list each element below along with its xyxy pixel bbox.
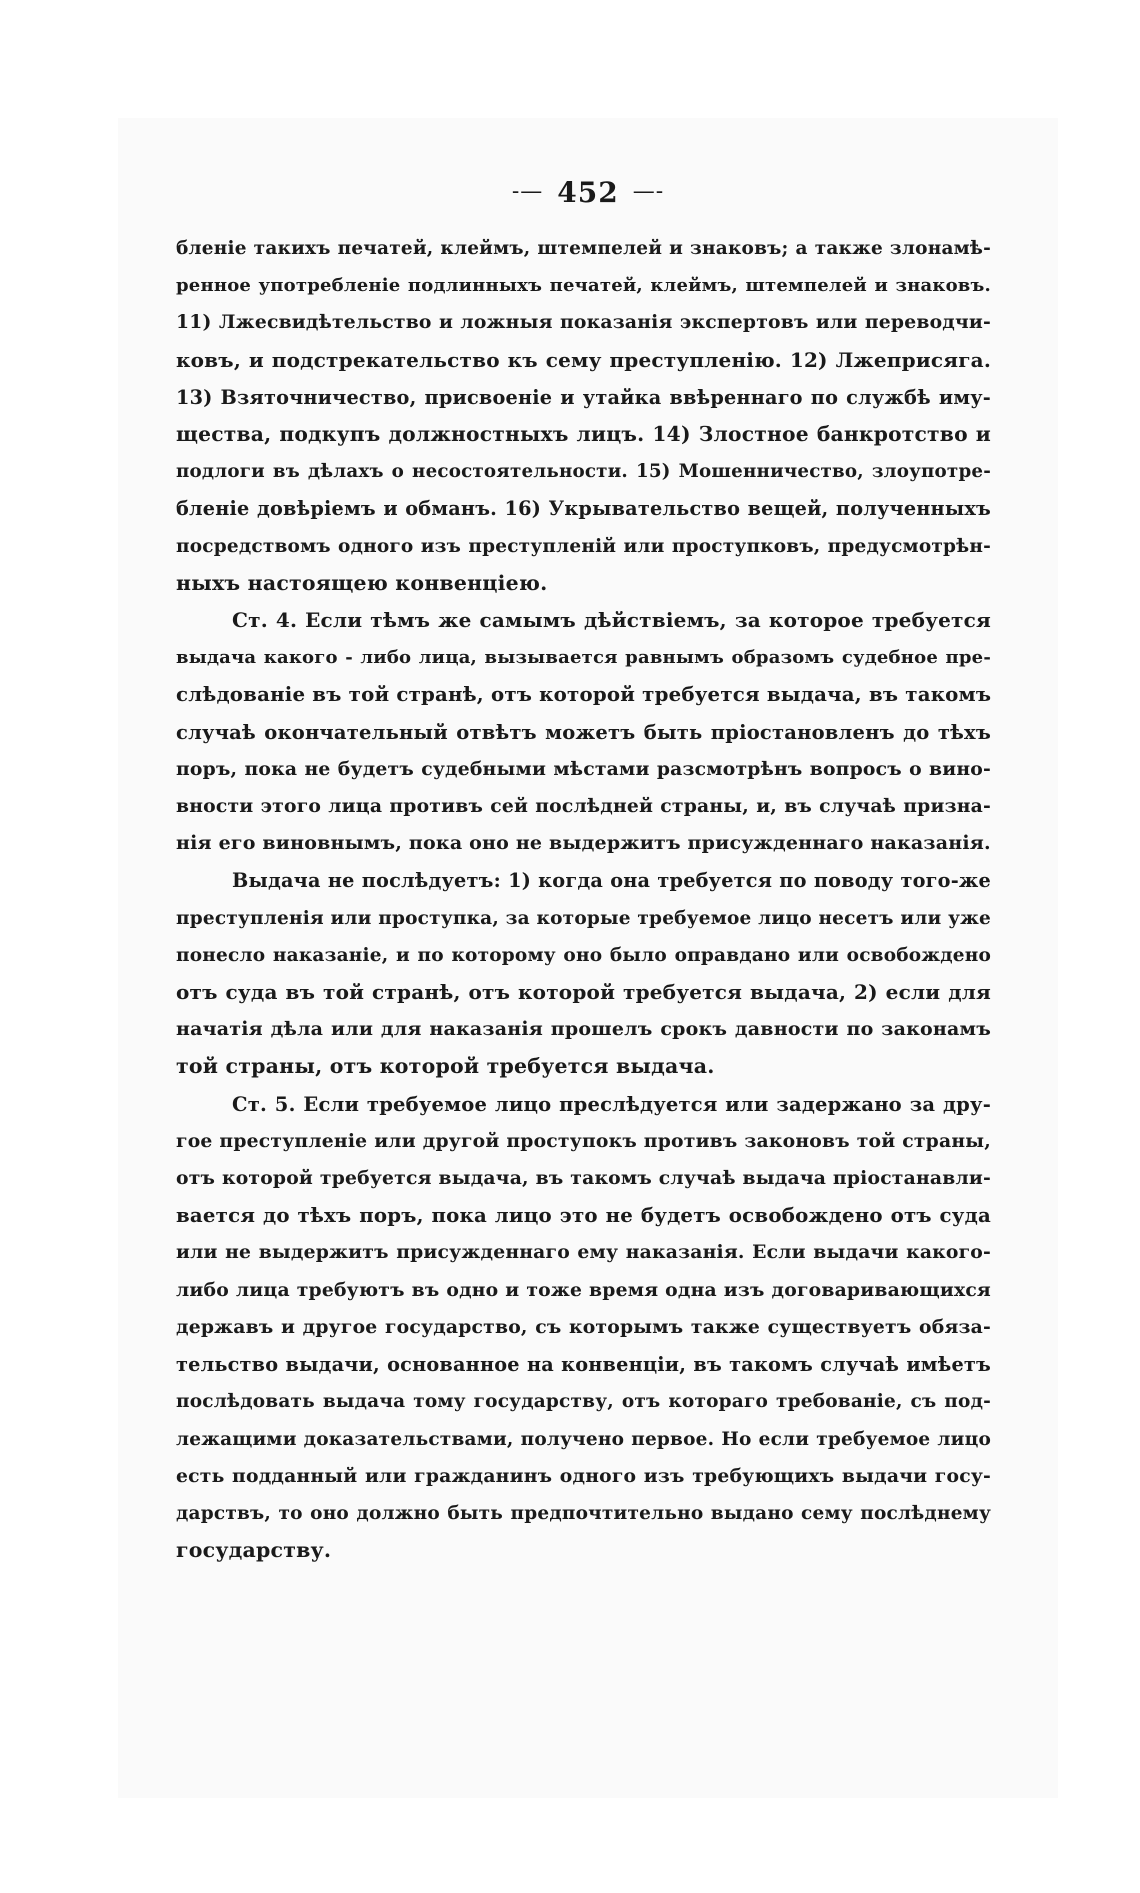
text-line: поръ, пока не будетъ судебными мѣстами разсмотрѣнъ вопросъ о вино- (176, 757, 991, 780)
text-line: отъ суда въ той странѣ, отъ которой требуется выдача, 2) если для (176, 980, 991, 1005)
paragraph (176, 1086, 991, 1570)
text-line: подлоги въ дѣлахъ о несостоятельности. 15) Мошенничество, злоупотре- (176, 461, 991, 483)
text-line: понесло наказаніе, и по которому оно было оправдано или освобождено (176, 944, 991, 966)
header-dash-left: -— (511, 179, 544, 204)
text-line: Выдача не послѣдуетъ: 1) когда она требуется по поводу того-же (232, 869, 991, 893)
text-line: державъ и другое государство, съ которымъ также существуетъ обяза- (176, 1315, 991, 1338)
text-line: либо лица требуютъ въ одно и тоже время одна изъ договаривающихся (176, 1278, 991, 1301)
text-line: 13) Взяточничество, присвоеніе и утайка ввѣреннаго по службѣ иму- (176, 385, 991, 409)
text-line: щества, подкупъ должностныхъ лицъ. 14) Злостное банкротство и (176, 422, 991, 447)
paragraph (176, 862, 991, 1085)
text-line: дарствъ, то оно должно быть предпочтительно выдано сему послѣднему (176, 1502, 991, 1524)
text-line: тельство выдачи, основанное на конвенціи, въ такомъ случаѣ имѣетъ (176, 1353, 991, 1377)
text-line: слѣдованіе въ той странѣ, отъ которой требуется выдача, въ такомъ (176, 682, 991, 707)
text-line: преступленія или проступка, за которые требуемое лицо несетъ или уже (176, 907, 991, 929)
text-line: бленіе такихъ печатей, клеймъ, штемпелей и знаковъ; а также злонамѣ- (176, 238, 991, 259)
text-line: есть подданный или гражданинъ одного изъ требующихъ выдачи госу- (176, 1464, 991, 1487)
text-line: нія его виновнымъ, пока оно не выдержитъ присужденнаго наказанія. (176, 832, 991, 855)
page-header (118, 176, 1058, 209)
text-line: бленіе довѣріемъ и обманъ. 16) Укрывательство вещей, полученныхъ (176, 497, 991, 521)
text-line: послѣдовать выдача тому государству, отъ котораго требованіе, съ под- (176, 1391, 991, 1413)
text-line: Ст. 4. Если тѣмъ же самымъ дѣйствіемъ, за которое требуется (232, 608, 991, 633)
document-page (118, 118, 1058, 1798)
text-line: лежащими доказательствами, получено первое. Но если требуемое лицо (176, 1428, 991, 1450)
text-line: случаѣ окончательный отвѣтъ можетъ быть пріостановленъ до тѣхъ (176, 720, 991, 744)
paragraph (176, 230, 991, 602)
text-line: ковъ, и подстрекательство къ сему преступленію. 12) Лжеприсяга. (176, 347, 991, 372)
text-line: ренное употребленіе подлинныхъ печатей, клеймъ, штемпелей и знаковъ. (176, 275, 991, 297)
text-line: вности этого лица противъ сей послѣдней страны, и, въ случаѣ призна- (176, 795, 991, 818)
text-line: той страны, отъ которой требуется выдача. (176, 1054, 715, 1079)
text-line: начатія дѣла или для наказанія прошелъ срокъ давности по законамъ (176, 1018, 991, 1041)
text-line: 11) Лжесвидѣтельство и ложныя показанія экспертовъ или переводчи- (176, 311, 991, 334)
text-line: посредствомъ одного изъ преступленій или проступковъ, предусмотрѣн- (176, 535, 991, 557)
paragraph (176, 602, 991, 862)
text-line: отъ которой требуется выдача, въ такомъ случаѣ выдача пріостанавли- (176, 1167, 991, 1190)
page-number: 452 (557, 176, 619, 209)
body-text (176, 230, 991, 1569)
text-line: Ст. 5. Если требуемое лицо преслѣдуется или задержано за дру- (232, 1092, 991, 1116)
text-line: государству. (176, 1538, 332, 1563)
text-line: вается до тѣхъ поръ, пока лицо это не будетъ освобождено отъ суда (176, 1203, 991, 1228)
text-line: гое преступленіе или другой проступокъ противъ законовъ той страны, (176, 1129, 991, 1152)
text-line: ныхъ настоящею конвенціею. (176, 570, 548, 595)
header-dash-right: —- (632, 179, 665, 204)
text-line: или не выдержитъ присужденнаго ему наказанія. Если выдачи какого- (176, 1241, 991, 1264)
text-line: выдача какого - либо лица, вызывается равнымъ образомъ судебное пре- (176, 647, 991, 669)
